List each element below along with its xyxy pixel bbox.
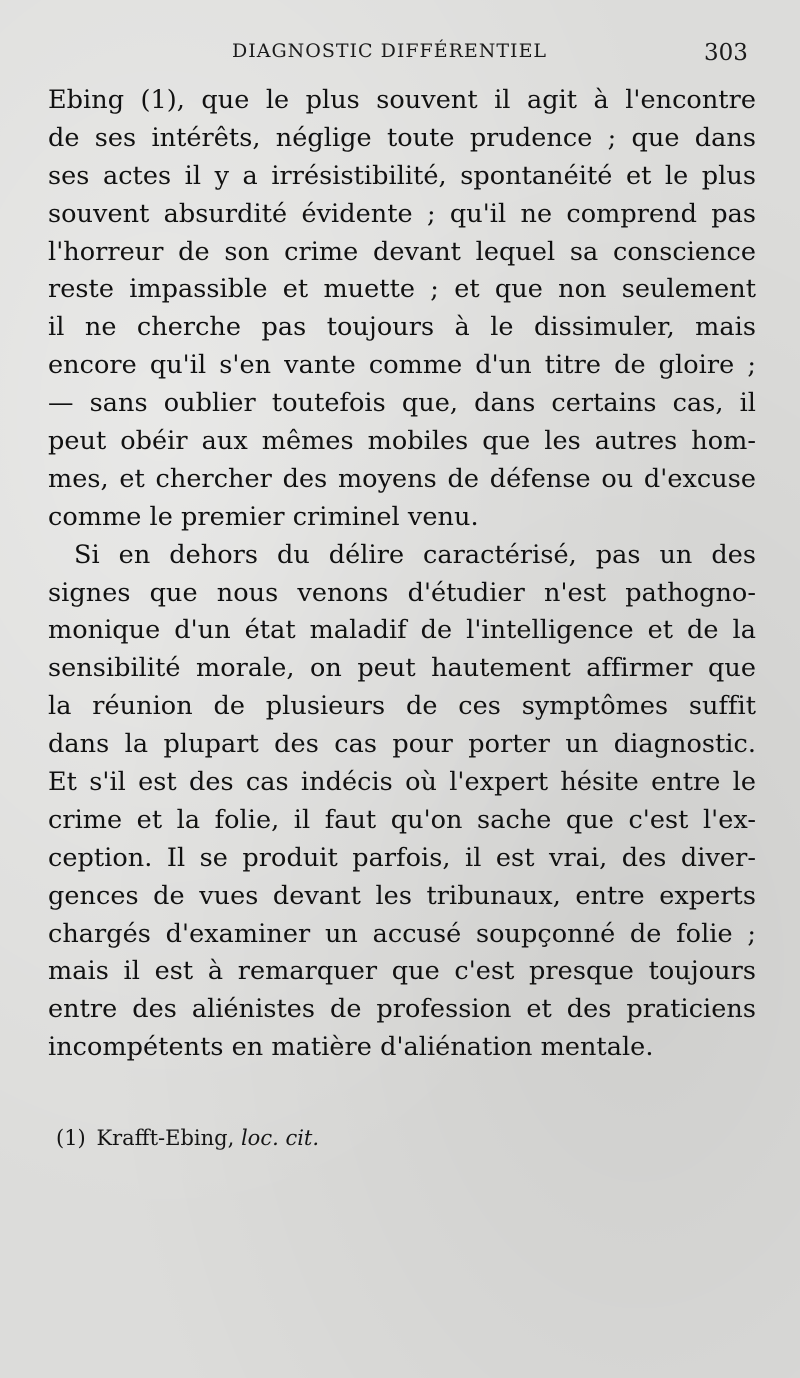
text-line: crime et la folie, il faut qu'on sache que c'est l'ex- — [48, 804, 756, 835]
running-head — [0, 40, 800, 70]
text-line: chargés d'examiner un accusé soupçonné de folie ; — [48, 918, 756, 949]
footnote-citation: loc. cit. — [240, 1126, 320, 1150]
text-line: la réunion de plusieurs de ces symptômes suffit — [48, 691, 756, 722]
text-line: gences de vues devant les tribunaux, entre experts — [48, 880, 756, 911]
text-line: monique d'un état maladif de l'intelligence et de la — [48, 615, 756, 646]
text-line: sensibilité morale, on peut hautement affirmer que — [48, 653, 756, 684]
footnote — [56, 1126, 319, 1150]
text-line: peut obéir aux mêmes mobiles que les autres hom- — [48, 426, 756, 457]
text-line: de ses intérêts, néglige toute prudence ; que dans — [48, 122, 756, 153]
text-line: l'horreur de son crime devant lequel sa conscience — [48, 236, 756, 267]
text-line: il ne cherche pas toujours à le dissimuler, mais — [48, 312, 756, 343]
running-title: DIAGNOSTIC DIFFÉRENTIEL — [232, 40, 548, 62]
text-line: reste impassible et muette ; et que non seulement — [48, 274, 756, 305]
text-line: comme le premier criminel venu. — [48, 501, 479, 532]
footnote-author: Krafft-Ebing, — [96, 1126, 235, 1150]
text-line: souvent absurdité évidente ; qu'il ne comprend pas — [48, 198, 756, 229]
text-line: incompétents en matière d'aliénation mentale. — [48, 1032, 654, 1063]
footnote-marker: (1) — [56, 1126, 86, 1150]
text-line: Ebing (1), que le plus souvent il agit à l'encontre — [48, 85, 756, 115]
text-line: dans la plupart des cas pour porter un diagnostic. — [48, 729, 756, 760]
text-line: mais il est à remarquer que c'est presque toujours — [48, 956, 756, 987]
text-line: mes, et chercher des moyens de défense ou d'excuse — [48, 463, 756, 494]
body-text — [48, 82, 756, 1067]
text-line: entre des aliénistes de profession et des praticiens — [48, 994, 756, 1025]
text-line: Et s'il est des cas indécis où l'expert hésite entre le — [48, 767, 756, 798]
text-line: encore qu'il s'en vante comme d'un titre de gloire ; — [48, 350, 756, 381]
text-line: signes que nous venons d'étudier n'est pathogno- — [48, 577, 756, 608]
text-line: ception. Il se produit parfois, il est vrai, des diver- — [48, 842, 756, 873]
page-number: 303 — [704, 40, 748, 66]
text-line: ses actes il y a irrésistibilité, spontanéité et le plus — [48, 160, 756, 191]
paragraph-start-line: Si en dehors du délire caractérisé, pas un des — [74, 539, 756, 570]
text-line: — sans oublier toutefois que, dans certains cas, il — [48, 388, 756, 419]
